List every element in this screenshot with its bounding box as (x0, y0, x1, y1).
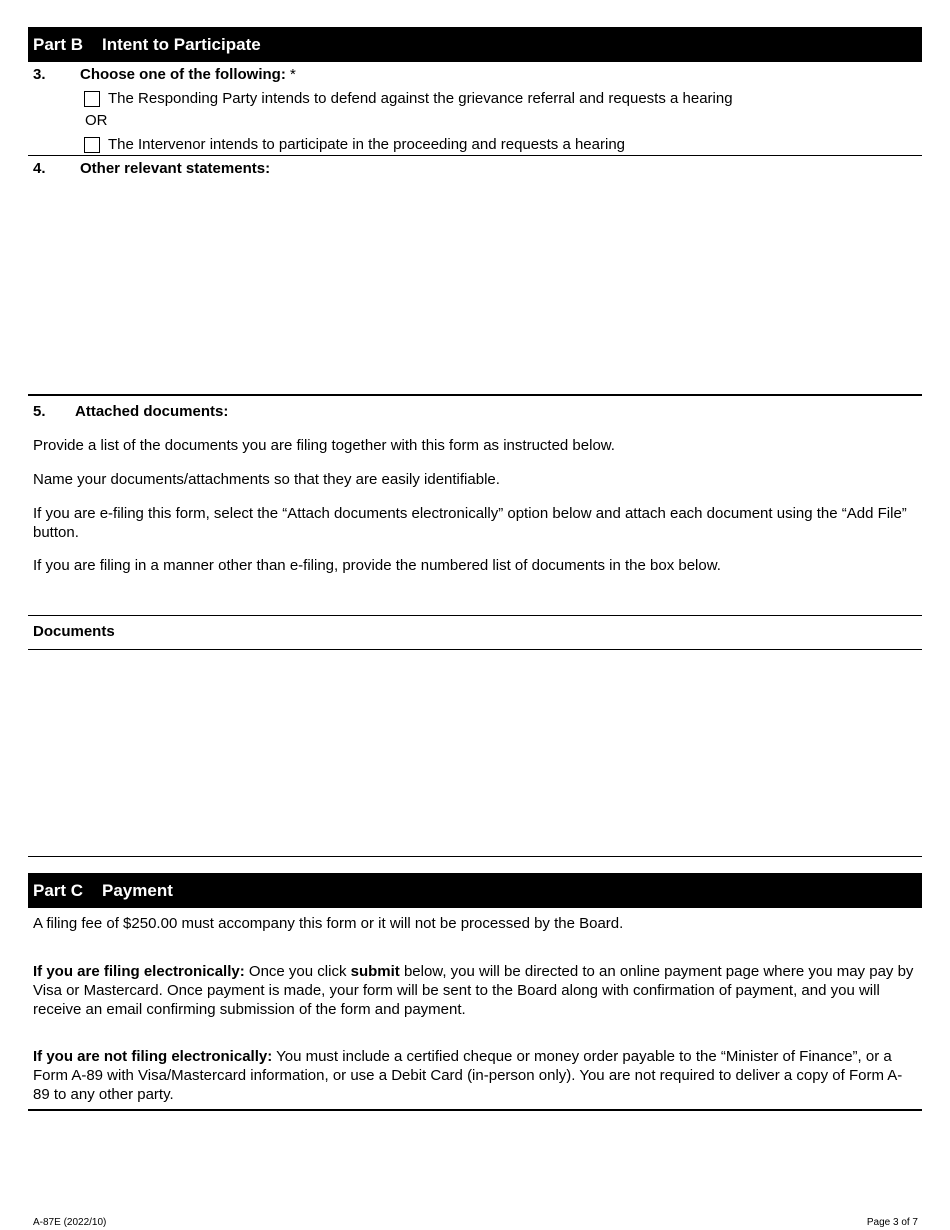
q5-label: Attached documents: (75, 403, 229, 420)
q3-label-text: Choose one of the following: (80, 66, 286, 83)
divider (28, 649, 922, 650)
submit-emphasis: submit (350, 963, 400, 980)
documents-list-field[interactable] (28, 651, 922, 855)
q4-label: Other relevant statements: (80, 160, 271, 177)
part-b-header (28, 27, 922, 62)
divider (28, 615, 922, 616)
part-b-title: Intent to Participate (102, 35, 261, 54)
electronic-filing-text: Once you click (244, 963, 351, 980)
divider (28, 856, 922, 857)
required-mark: * (289, 66, 296, 83)
form-code: A-87E (2022/10) (33, 1217, 107, 1228)
divider (28, 1109, 922, 1111)
electronic-filing-text: below, you will be directed to an online payment page where you may pay by Visa or Mastercard. Once payment is made, your form will be sent to the Board along with confirmation of payment, and you will receive an email confirming submission of the form and payment. (33, 963, 914, 1018)
part-b-label: Part B (33, 35, 84, 54)
q4-number: 4. (33, 160, 46, 177)
intervenor-checkbox[interactable] (84, 137, 100, 153)
non-electronic-filing-text: You must include a certified cheque or money order payable to the “Minister of Finance”, or a Form A-89 with Visa/Mastercard information, or use a Debit Card (in-person only). You are not required to deliver a copy of Form A-89 to any other party. (33, 1048, 903, 1103)
instruction-text: If you are e-filing this form, select the “Attach documents electronically” option below and attach each document using the “Add File” button. (33, 505, 907, 541)
responding-party-option-label: The Responding Party intends to defend against the grievance referral and requests a hearing (108, 90, 733, 107)
divider (28, 155, 922, 156)
electronic-filing-paragraph (33, 962, 918, 1019)
responding-party-checkbox[interactable] (84, 91, 100, 107)
q3-number: 3. (33, 66, 46, 83)
part-c-label: Part C (33, 881, 84, 900)
instruction-text: Provide a list of the documents you are filing together with this form as instructed below. (33, 437, 615, 454)
part-c-title: Payment (102, 881, 173, 900)
non-electronic-filing-paragraph (33, 1047, 918, 1104)
or-separator: OR (85, 112, 108, 129)
q3-label (80, 66, 296, 83)
part-c-header (28, 873, 922, 908)
non-electronic-filing-lead: If you are not filing electronically: (33, 1048, 273, 1065)
instruction-text: Name your documents/attachments so that they are easily identifiable. (33, 471, 500, 488)
documents-header: Documents (33, 623, 115, 640)
electronic-filing-lead: If you are filing electronically: (33, 963, 245, 980)
intervenor-option-label: The Intervenor intends to participate in the proceeding and requests a hearing (108, 136, 626, 153)
page-number: Page 3 of 7 (866, 1217, 918, 1228)
q5-number: 5. (33, 403, 46, 420)
filing-fee-text: A filing fee of $250.00 must accompany this form or it will not be processed by the Board. (33, 915, 624, 932)
other-statements-field[interactable] (28, 180, 922, 392)
instruction-text: If you are filing in a manner other than e-filing, provide the numbered list of documents in the box below. (33, 557, 721, 574)
divider (28, 394, 922, 396)
